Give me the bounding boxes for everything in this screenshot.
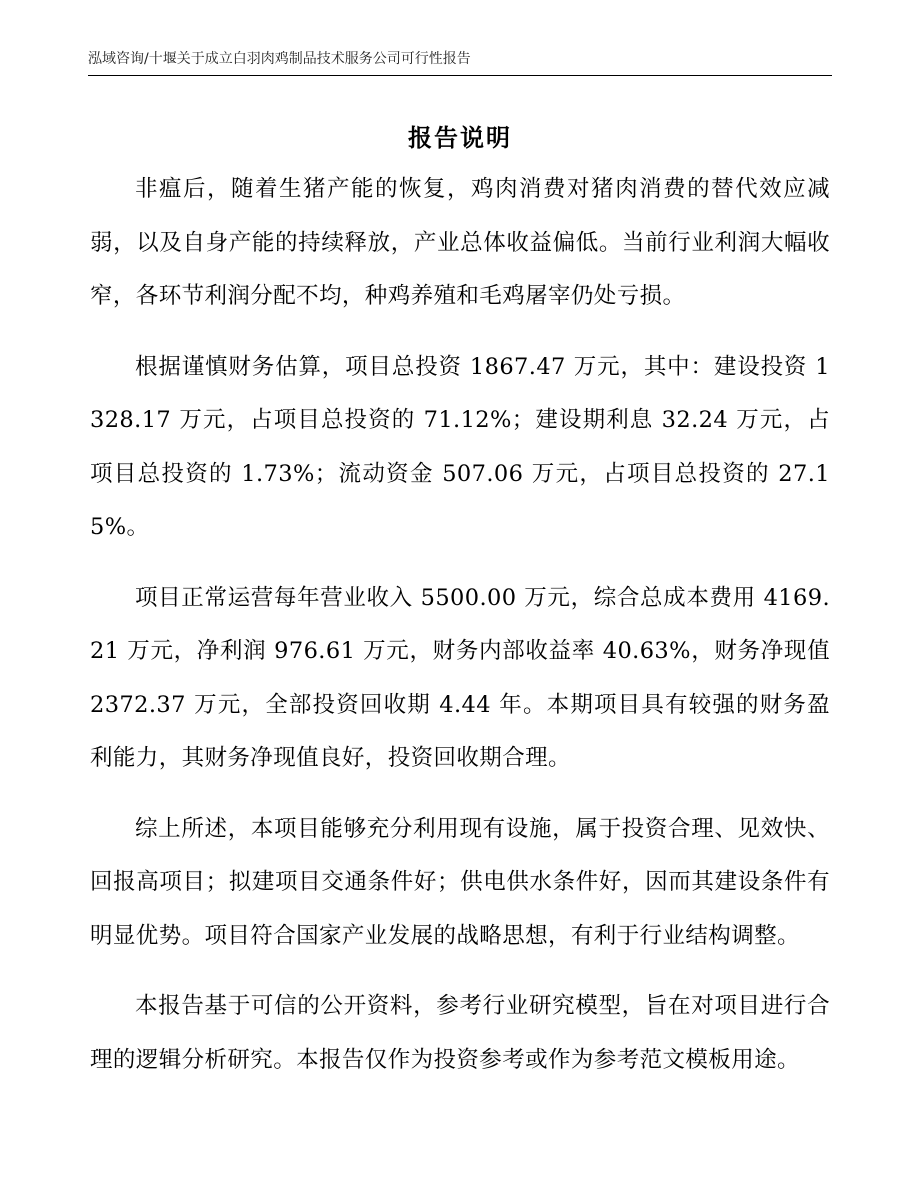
paragraph-revenue: 项目正常运营每年营业收入 5500.00 万元，综合总成本费用 4169.21 万元，净利润 976.61 万元，财务内部收益率 40.63%，财务净现值 2372.37 万元，全部投资回收期 4.44 年。本期项目具有较强的财务盈利能力，其财务净现值良好，投资回收期合理。 bbox=[90, 584, 830, 771]
paragraph-background: 非瘟后，随着生猪产能的恢复，鸡肉消费对猪肉消费的替代效应减弱，以及自身产能的持续释放，产业总体收益偏低。当前行业利润大幅收窄，各环节利润分配不均，种鸡养殖和毛鸡屠宰仍处亏损。 bbox=[90, 176, 830, 309]
running-header: 泓域咨询/十堰关于成立白羽肉鸡制品技术服务公司可行性报告 bbox=[88, 51, 471, 67]
paragraph-investment: 根据谨慎财务估算，项目总投资 1867.47 万元，其中：建设投资 1328.17 万元，占项目总投资的 71.12%；建设期利息 32.24 万元，占项目总投资的 1.73%；流动资金 507.06 万元，占项目总投资的 27.15%。 bbox=[90, 353, 830, 540]
paragraph-disclaimer: 本报告基于可信的公开资料，参考行业研究模型，旨在对项目进行合理的逻辑分析研究。本报告仅作为投资参考或作为参考范文模板用途。 bbox=[90, 993, 830, 1073]
paragraph-summary: 综上所述，本项目能够充分利用现有设施，属于投资合理、见效快、回报高项目；拟建项目交通条件好；供电供水条件好，因而其建设条件有明显优势。项目符合国家产业发展的战略思想，有利于行业结构调整。 bbox=[90, 815, 830, 949]
header-divider bbox=[88, 75, 832, 76]
document-body bbox=[90, 163, 830, 1104]
page-title: 报告说明 bbox=[408, 123, 512, 152]
